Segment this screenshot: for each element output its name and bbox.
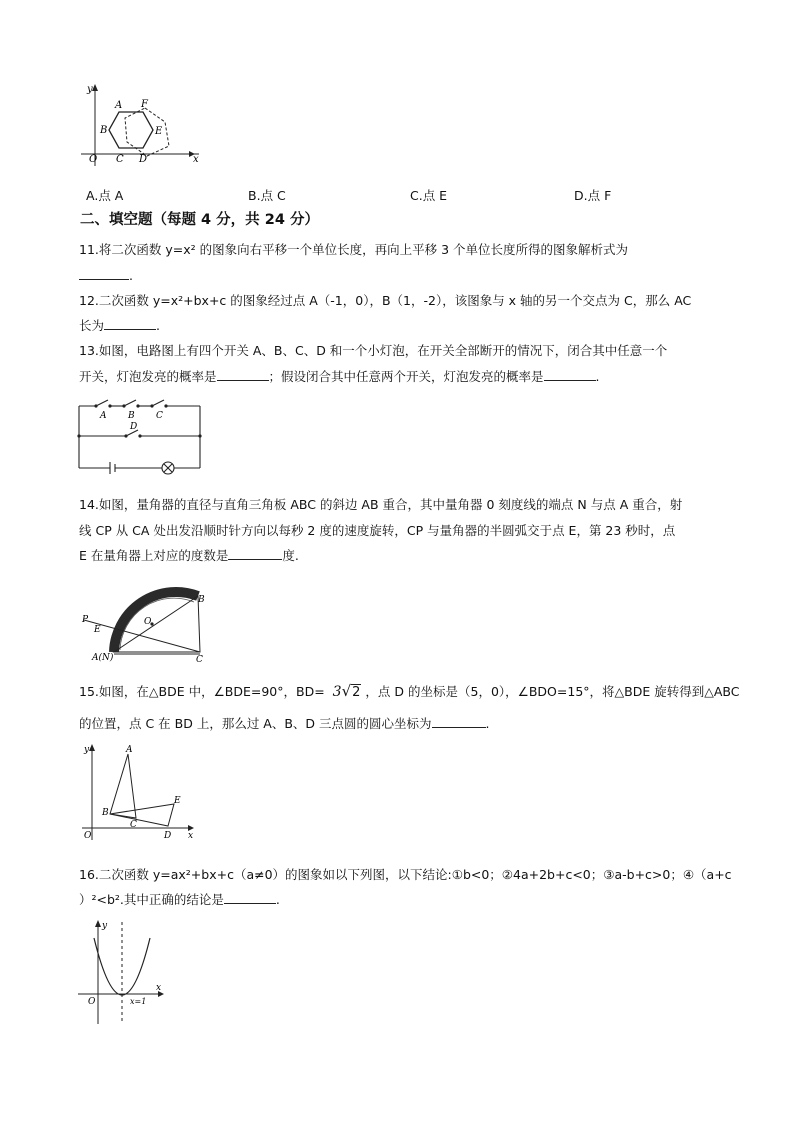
q15-line1-b: ，点 D 的坐标是（5，0），∠BDO=15°，将△BDE 旋转得到△ABC [365,684,740,699]
q16-axis-label: x=1 [130,997,147,1006]
q14-line2: 线 CP 从 CA 处出发沿顺时针方向以每秒 2 度的速度旋转，CP 与量角器的半圆弧交于点 E，第 23 秒时，点 [79,523,676,538]
option-d[interactable] [574,186,611,204]
q15-bd-radicand: 2 [352,685,361,700]
q15-line1 [79,683,739,701]
q15-answer-blank[interactable] [432,716,486,728]
section-title: 二、填空题（每题 4 分，共 24 分） [80,212,319,228]
q13-line1: 13.如图，电路图上有四个开关 A、B、C、D 和一个小灯泡，在开关全部断开的情况下，闭合其中任意一个 [79,343,668,358]
option-a[interactable] [86,186,123,204]
option-b-text: 点 C [260,188,286,203]
q13-line2-end: . [595,369,600,384]
q15-b-label: B [102,808,109,818]
q12-answer-blank[interactable] [104,318,156,330]
q13-answer-blank-1[interactable] [217,369,269,381]
q13-switch-a-label: A [100,411,107,421]
q15-o-label: O [84,831,92,841]
q16-x-label: x [156,983,162,993]
q12-line2 [79,318,160,334]
q14-line3-start: E 在量角器上对应的度数是 [79,548,229,563]
q16-line2-start: ）²<b².其中正确的结论是 [79,892,224,907]
q16-y-label: y [102,921,108,931]
fig10-e-label: E [155,126,163,137]
q12-line1: 12.二次函数 y=x²+bx+c 的图象经过点 A（-1，0），B（1，-2），该图象与 x 轴的另一个交点为 C，那么 AC [79,293,692,308]
option-c-text: 点 E [422,188,448,203]
q16-line2-end: . [275,892,280,907]
q14-protractor-figure [78,574,210,664]
option-c[interactable] [410,186,447,204]
q16-answer-blank[interactable] [224,892,276,904]
q14-line1: 14.如图，量角器的直径与直角三角板 ABC 的斜边 AB 重合，其中量角器 0 刻度线的端点 N 与点 A 重合，射 [79,497,683,512]
q12-line2-start: 长为 [79,318,105,333]
q13-circuit-figure [74,396,206,476]
option-d-letter: D. [574,188,588,203]
q12-line2-end: . [156,318,160,333]
fig10-x-label: x [193,154,199,165]
sqrt-icon: √ [341,682,352,700]
q13-line2-mid: ；假设闭合其中任意两个开关，灯泡发亮的概率是 [268,369,544,384]
fig10-d-label: D [139,154,148,165]
q13-line2-start: 开关，灯泡发亮的概率是 [79,369,217,384]
q15-a-label: A [126,745,133,755]
fig10-a-label: A [115,100,123,111]
q14-o-label: O [144,617,152,627]
q15-triangles-figure [78,742,200,842]
fig10-b-label: B [100,125,108,136]
fig10-c-label: C [116,154,124,165]
option-a-text: 点 A [98,188,124,203]
q15-line2 [79,716,490,732]
q15-line2-end: . [485,716,490,731]
q14-line3-end: 度. [282,548,299,563]
q11-line2-end: . [129,268,133,283]
q14-c-label: C [196,655,203,664]
option-d-text: 点 F [587,188,612,203]
q15-e-label: E [174,796,181,806]
fig10-y-label: y [87,84,93,95]
q16-parabola-figure [76,918,168,1028]
q16-line2 [79,892,280,908]
q16-line1: 16.二次函数 y=ax²+bx+c（a≠0）的图象如以下列图，以下结论:①b<0；②4a+2b+c<0；③a-b+c>0；④（a+c [79,867,732,882]
q11-answer-blank[interactable] [79,268,129,280]
q14-p-label: P [82,615,89,625]
q14-an-label: A(N) [92,653,114,663]
q13-switch-b-label: B [128,411,135,421]
q13-switch-d-label: D [130,422,138,432]
option-a-letter: A. [86,188,99,203]
option-c-letter: C. [410,188,423,203]
q15-x-label: x [188,831,194,841]
fig10-f-label: F [141,99,148,110]
q11-line1: 11.将二次函数 y=x² 的图象向右平移一个单位长度，再向上平移 3 个单位长度所得的图象解析式为 [79,242,629,257]
q11-line2 [79,268,133,284]
q14-b-label: B [198,595,205,605]
q15-line2-start: 的位置，点 C 在 BD 上，那么过 A、B、D 三点圆的圆心坐标为 [79,716,432,731]
option-b-letter: B. [248,188,261,203]
q15-line1-a: 15.如图，在△BDE 中，∠BDE=90°，BD= [79,684,325,699]
q16-o-label: O [88,997,96,1007]
option-b[interactable] [248,186,286,204]
fig10-o-label: O [89,154,98,165]
q13-switch-c-label: C [156,411,163,421]
q14-line3 [79,548,299,564]
q15-bd-coef: 3 [332,684,342,700]
q15-d-label: D [164,831,172,841]
q13-answer-blank-2[interactable] [544,369,596,381]
q14-answer-blank[interactable] [228,548,282,560]
q13-line2 [79,369,600,385]
q14-e-label: E [94,625,101,635]
q15-c-label: C [130,820,137,830]
q10-hexagon-figure [75,82,205,168]
q15-y-label: y [84,745,90,755]
